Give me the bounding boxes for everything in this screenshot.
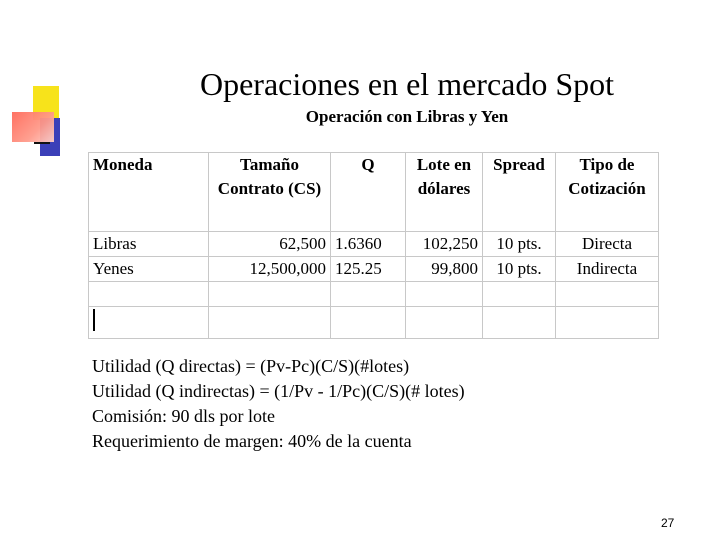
- margin-requirement-text: Requerimiento de margen: 40% de la cuenta: [92, 431, 412, 451]
- slide-title: Operaciones en el mercado Spot: [199, 66, 615, 102]
- text-cursor: [93, 309, 95, 331]
- empty-cell: [331, 282, 406, 307]
- empty-cell: [483, 282, 556, 307]
- cell-tipo: Directa: [556, 232, 659, 257]
- operations-table: [88, 152, 659, 339]
- header-q: Q: [331, 153, 406, 232]
- page-number: 27: [661, 516, 675, 530]
- empty-cell: [209, 307, 331, 339]
- header-spread: Spread: [483, 153, 556, 232]
- table-row-empty: [89, 282, 659, 307]
- empty-cell: [89, 282, 209, 307]
- cell-lote: 99,800: [406, 257, 483, 282]
- empty-cell: [556, 282, 659, 307]
- table-row: [89, 257, 659, 282]
- cell-spread: 10 pts.: [483, 257, 556, 282]
- header-moneda: Moneda: [89, 153, 209, 232]
- header-lote-dolares: Lote en dólares: [406, 153, 483, 232]
- empty-cell: [483, 307, 556, 339]
- commission-text: Comisión: 90 dls por lote: [92, 406, 276, 426]
- table-row-empty: [89, 307, 659, 339]
- cell-q: 1.6360: [331, 232, 406, 257]
- cell-moneda: Yenes: [89, 257, 209, 282]
- empty-cell: [406, 282, 483, 307]
- cell-tamano: 62,500: [209, 232, 331, 257]
- cell-lote: 102,250: [406, 232, 483, 257]
- decorative-line: [34, 142, 50, 144]
- header-tipo-cotizacion: Tipo de Cotización: [556, 153, 659, 232]
- header-tamano-contrato: Tamaño Contrato (CS): [209, 153, 331, 232]
- cell-spread: 10 pts.: [483, 232, 556, 257]
- slide-subtitle: Operación con Libras y Yen: [305, 107, 509, 126]
- empty-cell: [406, 307, 483, 339]
- formula-direct: Utilidad (Q directas) = (Pv-Pc)(C/S)(#lotes): [92, 356, 410, 376]
- formulas-block: [92, 354, 465, 454]
- cell-moneda: Libras: [89, 232, 209, 257]
- cell-tipo: Indirecta: [556, 257, 659, 282]
- empty-cell: [209, 282, 331, 307]
- formula-indirect: Utilidad (Q indirectas) = (1/Pv - 1/Pc)(C/S)(# lotes): [92, 381, 465, 401]
- cell-q: 125.25: [331, 257, 406, 282]
- cell-tamano: 12,500,000: [209, 257, 331, 282]
- empty-cell: [556, 307, 659, 339]
- empty-cell: [331, 307, 406, 339]
- cell-with-cursor[interactable]: [89, 307, 209, 339]
- table-row: [89, 232, 659, 257]
- table-header-row: [89, 153, 659, 232]
